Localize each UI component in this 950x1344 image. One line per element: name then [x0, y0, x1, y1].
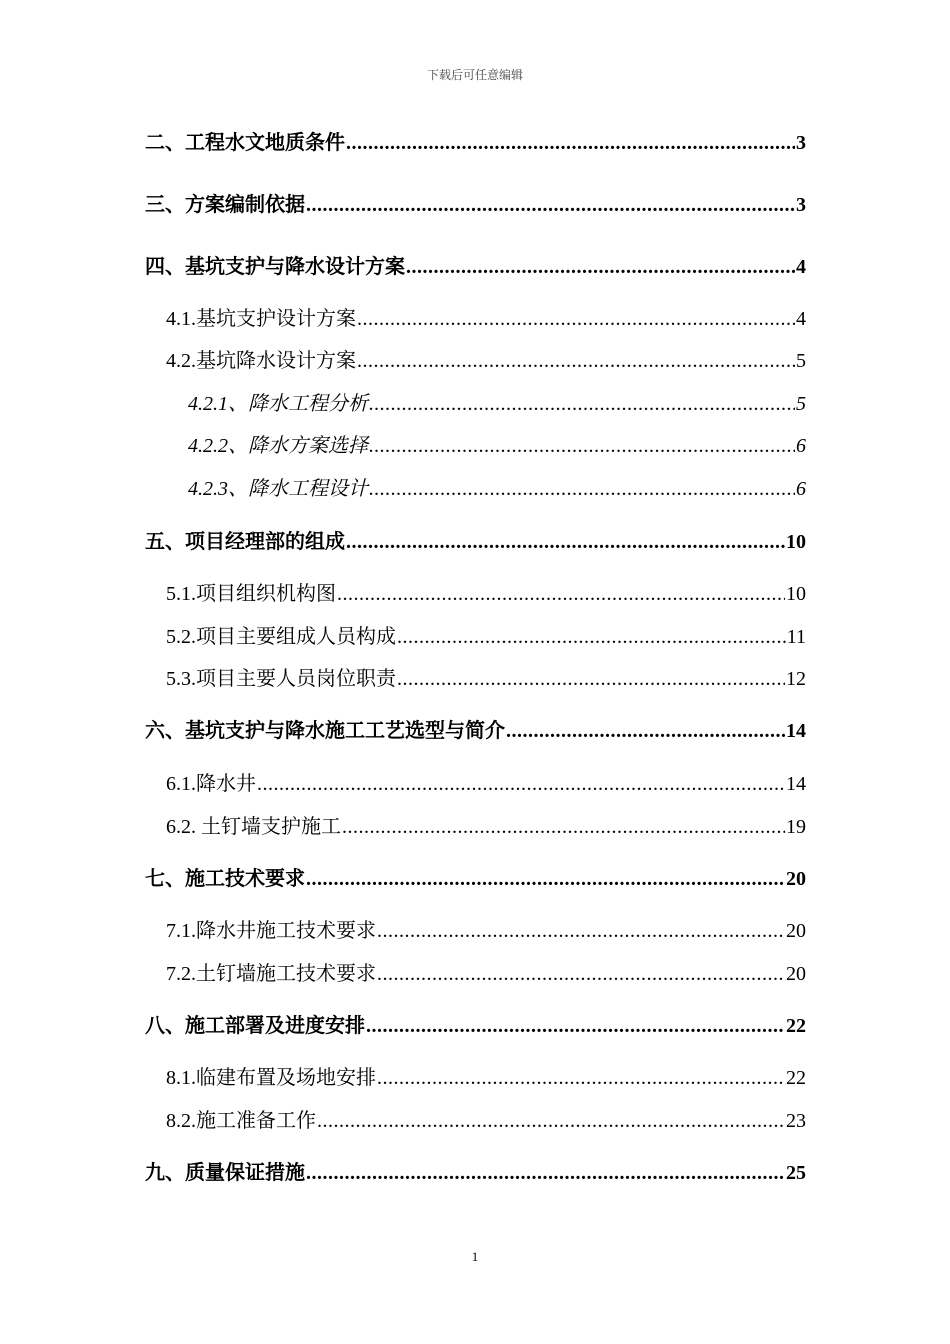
toc-leader: [377, 920, 785, 943]
toc-entry-title: 七、施工技术要求: [145, 868, 305, 890]
toc-entry[interactable]: [166, 1104, 806, 1133]
toc-leader: [369, 478, 795, 501]
toc-entry-page: 6: [796, 435, 806, 457]
toc-entry[interactable]: [166, 1061, 806, 1090]
toc-entry-title: 4.2.基坑降水设计方案: [166, 350, 356, 372]
toc-entry-page: 4: [796, 256, 806, 278]
toc-entry[interactable]: [166, 662, 806, 691]
toc-leader: [317, 1110, 785, 1133]
toc-entry-title: 4.1.基坑支护设计方案: [166, 308, 356, 330]
toc-entry-page: 25: [786, 1162, 806, 1184]
toc-entry-title: 四、基坑支护与降水设计方案: [145, 256, 405, 278]
toc-entry-page: 10: [786, 531, 806, 553]
toc-leader: [366, 1015, 785, 1038]
toc-entry-title: 4.2.2、降水方案选择: [188, 435, 368, 457]
toc-entry-page: 22: [786, 1015, 806, 1037]
page-number: 1: [471, 1249, 479, 1264]
toc-entry-page: 20: [786, 868, 806, 890]
toc-entry-title: 8.1.临建布置及场地安排: [166, 1067, 376, 1089]
toc-leader: [337, 583, 785, 606]
toc-entry-page: 3: [796, 132, 806, 154]
toc-entry[interactable]: [166, 344, 806, 373]
toc-entry-page: 22: [786, 1067, 806, 1089]
toc-entry[interactable]: [145, 188, 806, 217]
toc-entry[interactable]: [145, 862, 806, 891]
toc-entry-title: 7.2.土钉墙施工技术要求: [166, 963, 376, 985]
toc-leader: [306, 194, 795, 217]
toc-entry[interactable]: [188, 472, 806, 501]
toc-entry-title: 5.3.项目主要人员岗位职责: [166, 668, 396, 690]
toc-entry-page: 3: [796, 194, 806, 216]
toc-entry-title: 5.2.项目主要组成人员构成: [166, 626, 396, 648]
toc-entry[interactable]: [145, 250, 806, 279]
toc-entry-page: 14: [786, 773, 806, 795]
toc-leader: [369, 393, 795, 416]
toc-entry[interactable]: [166, 914, 806, 943]
toc-entry-title: 6.1.降水井: [166, 773, 256, 795]
toc-entry[interactable]: [145, 1156, 806, 1185]
toc-entry-title: 八、施工部署及进度安排: [145, 1015, 365, 1037]
toc-leader: [346, 531, 785, 554]
toc-leader: [377, 1067, 785, 1090]
toc-entry[interactable]: [188, 429, 806, 458]
toc-leader: [369, 435, 795, 458]
toc-entry-title: 7.1.降水井施工技术要求: [166, 920, 376, 942]
toc-leader: [397, 668, 785, 691]
toc-entry-title: 五、项目经理部的组成: [145, 531, 345, 553]
toc-entry[interactable]: [145, 126, 806, 155]
toc-entry[interactable]: [166, 577, 806, 606]
toc-entry-page: 10: [786, 583, 806, 605]
toc-entry-page: 20: [786, 963, 806, 985]
toc-leader: [357, 308, 795, 331]
page-header: 下载后可任意编辑: [426, 68, 523, 82]
toc-entry-page: 20: [786, 920, 806, 942]
toc-entry[interactable]: [166, 620, 806, 649]
toc-leader: [406, 256, 795, 279]
toc-leader: [306, 868, 785, 891]
toc-entry-page: 19: [786, 816, 806, 838]
toc-leader: [342, 816, 785, 839]
toc-entry-page: 5: [796, 393, 806, 415]
toc-entry-page: 23: [786, 1110, 806, 1132]
toc-leader: [357, 350, 795, 373]
toc-entry[interactable]: [166, 302, 806, 331]
toc-entry-title: 5.1.项目组织机构图: [166, 583, 336, 605]
toc-entry-title: 6.2. 土钉墙支护施工: [166, 816, 341, 838]
toc-entry[interactable]: [145, 1009, 806, 1038]
toc-entry-page: 6: [796, 478, 806, 500]
toc-entry[interactable]: [188, 387, 806, 416]
toc-entry-page: 14: [786, 720, 806, 742]
toc-entry-page: 11: [786, 626, 806, 648]
toc-leader: [257, 773, 785, 796]
toc-entry-title: 4.2.3、降水工程设计: [188, 478, 368, 500]
toc-entry[interactable]: [145, 525, 806, 554]
toc-leader: [397, 626, 786, 649]
toc-entry[interactable]: [166, 957, 806, 986]
toc-leader: [346, 132, 795, 155]
toc-entry-page: 12: [786, 668, 806, 690]
toc-leader: [306, 1162, 785, 1185]
toc-entry-title: 4.2.1、降水工程分析: [188, 393, 368, 415]
toc-entry-title: 九、质量保证措施: [145, 1162, 305, 1184]
toc-entry[interactable]: [166, 810, 806, 839]
toc-leader: [377, 963, 785, 986]
toc-entry-page: 4: [796, 308, 806, 330]
toc-entry-title: 二、工程水文地质条件: [145, 132, 345, 154]
toc-entry-title: 8.2.施工准备工作: [166, 1110, 316, 1132]
toc-entry[interactable]: [166, 767, 806, 796]
toc-entry-title: 六、基坑支护与降水施工工艺选型与简介: [145, 720, 505, 742]
toc-leader: [506, 720, 785, 743]
toc-entry-page: 5: [796, 350, 806, 372]
toc-entry-title: 三、方案编制依据: [145, 194, 305, 216]
toc-entry[interactable]: [145, 714, 806, 743]
